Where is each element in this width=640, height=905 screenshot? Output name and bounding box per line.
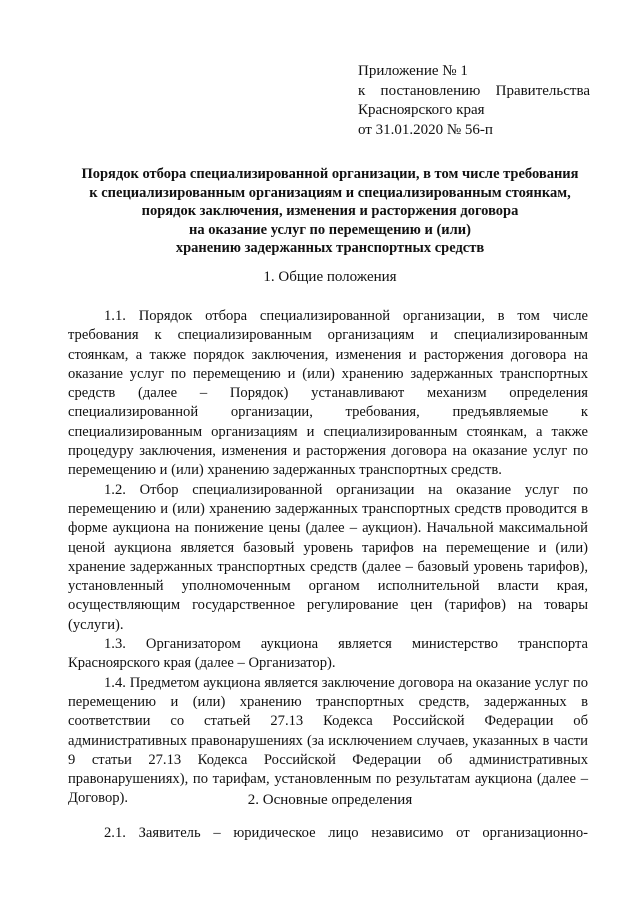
section-1-heading: 1. Общие положения bbox=[263, 269, 397, 285]
paragraph-1-2: 1.2. Отбор специализированной организации на оказание услуг по перемещению и (или) хранению задержанных транспортных средств проводится в форме аукциона на понижение цены (далее – аукцион). Начальной максимальной ценой аукциона является базовый уровень тарифов на перемещение и (или) хранение задержанных транспортных средств (далее – базовый уровень тарифов), установленный уполномоченным органом исполнительной власти края, осуществляющим государственное регулирование цен (тарифов) на товары (услуги). bbox=[68, 481, 588, 633]
paragraph-1-3: 1.3. Организатором аукциона является министерство транспорта Красноярского края (далее – Организатор). bbox=[68, 636, 588, 672]
paragraph-1-4: 1.4. Предметом аукциона является заключение договора на оказание услуг по перемещению и (или) хранению транспортных средств, задержанных в соответствии со статьей 27.13 Кодекса Российской Федерации об административных правонарушениях (за исключением случаев, указанных в части 9 статьи 27.13 Кодекса Российской Федерации об административных правонарушениях), по тарифам, установленным по результатам аукциона (далее – Договор). bbox=[68, 674, 588, 807]
appendix-title: Приложение № 1 bbox=[358, 63, 468, 79]
title-line: хранению задержанных транспортных средств bbox=[175, 240, 485, 256]
appendix-date-number: от 31.01.2020 № 56-п bbox=[358, 121, 493, 138]
section-2-body bbox=[68, 824, 588, 843]
section-1-body bbox=[68, 307, 588, 809]
title-line: к специализированным организациям и специализированным стоянкам, bbox=[89, 184, 571, 201]
appendix-region: Красноярского края bbox=[358, 102, 485, 118]
appendix-resolution: к постановлению Правительства bbox=[358, 82, 590, 99]
appendix-block bbox=[358, 62, 590, 140]
title-line: Порядок отбора специализированной организации, в том числе требования bbox=[81, 166, 579, 182]
title-line: на оказание услуг по перемещению и (или) bbox=[189, 221, 471, 238]
paragraph-1-1: 1.1. Порядок отбора специализированной организации, в том числе требования к специализированным организациям и специализированным стоянкам, а также порядок заключения, изменения и расторжения договора на оказание услуг по перемещению и (или) хранению задержанных транспортных средств (далее – Порядок) устанавливают механизм определения специализированной организации, требования, предъявляемые к специализированным организациям и специализированным стоянкам, а также процедуру заключения, изменения и расторжения договора на оказание услуг по перемещению и (или) хранению задержанных транспортных средств. bbox=[68, 308, 588, 479]
paragraph-2-1: 2.1. Заявитель – юридическое лицо независимо от организационно- bbox=[104, 825, 588, 841]
document-title bbox=[60, 165, 600, 258]
title-line: порядок заключения, изменения и расторжения договора bbox=[141, 203, 519, 219]
section-2-heading: 2. Основные определения bbox=[247, 792, 413, 808]
